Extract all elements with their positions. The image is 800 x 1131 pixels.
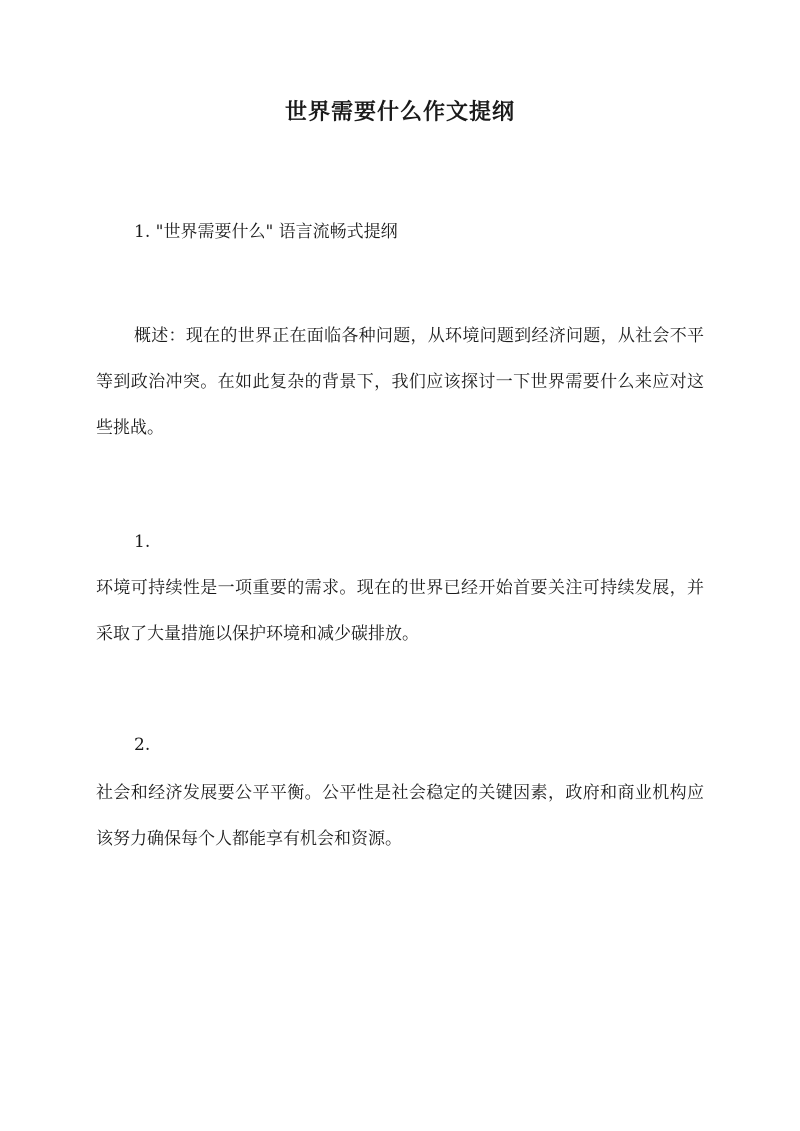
point-text-1: 环境可持续性是一项重要的需求。现在的世界已经开始首要关注可持续发展，并采取了大量措施以保护环境和减少碳排放。 (96, 578, 704, 644)
point-number-1: 1. (134, 532, 151, 552)
point-text-2: 社会和经济发展要公平平衡。公平性是社会稳定的关键因素，政府和商业机构应该努力确保每个人都能享有机会和资源。 (96, 783, 704, 849)
document-title: 世界需要什么作文提纲 (284, 99, 515, 125)
overview-paragraph: 概述：现在的世界正在面临各种问题，从环境问题到经济问题，从社会不平等到政治冲突。在如此复杂的背景下，我们应该探讨一下世界需要什么来应对这些挑战。 (96, 326, 704, 438)
section-heading: 1. "世界需要什么" 语言流畅式提纲 (134, 222, 398, 242)
point-number-2: 2. (134, 735, 151, 755)
